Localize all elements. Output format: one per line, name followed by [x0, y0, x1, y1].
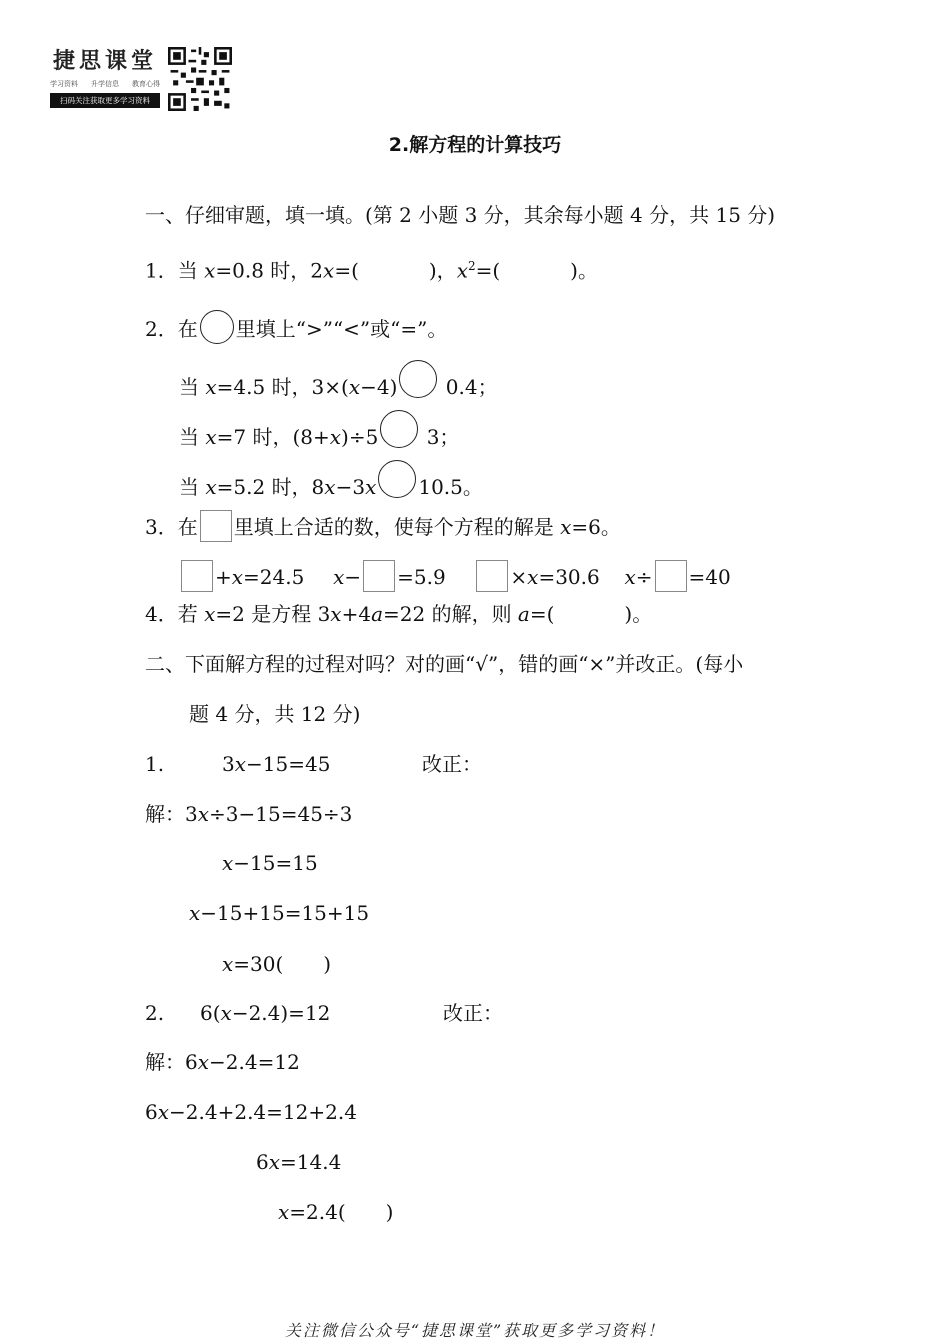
var: x: [348, 375, 361, 399]
compare-circle[interactable]: [378, 460, 416, 498]
problem-1-step-1: [145, 801, 352, 827]
text: 当: [179, 375, 206, 399]
problem-2-equation: [200, 1000, 330, 1026]
text: =2.4(: [289, 1200, 346, 1224]
text: =5.9: [397, 565, 446, 589]
text: −: [344, 565, 362, 589]
text: 3: [222, 752, 235, 776]
question-2-line-3: [179, 460, 483, 500]
text: +: [215, 565, 232, 589]
logo-tag: 学习资料: [50, 80, 78, 88]
var: x: [222, 851, 234, 875]
text: 1．当: [145, 258, 205, 283]
text: −15+15=15+15: [200, 901, 370, 925]
var: x: [205, 475, 217, 499]
answer-box[interactable]: [476, 560, 508, 592]
var: x: [231, 565, 244, 589]
text: 2．在: [145, 317, 198, 341]
text: −2.4=12: [209, 1050, 300, 1074]
var: x: [268, 1150, 281, 1174]
var: x: [333, 565, 345, 589]
section2-heading-line-1: 二、下面解方程的过程对吗？对的画“√”，错的画“×”并改正。(每小: [145, 652, 744, 676]
brand-logo: [50, 44, 160, 108]
text: 6: [145, 1100, 158, 1124]
page-title: 2.解方程的计算技巧: [388, 134, 562, 156]
problem-1-step-3: [189, 900, 369, 926]
problem-2-step-4: [278, 1199, 393, 1225]
var: x: [189, 901, 201, 925]
problem-1-equation: [222, 751, 330, 777]
compare-circle[interactable]: [380, 410, 418, 448]
text: −15=15: [233, 851, 318, 875]
logo-tags: [50, 79, 160, 89]
text: =2 是方程 3: [215, 602, 331, 626]
text: )，: [428, 258, 457, 283]
var: x: [278, 1200, 290, 1224]
text: −4): [360, 375, 398, 399]
answer-box[interactable]: [181, 560, 213, 592]
text: −15=45: [246, 752, 331, 776]
var: x: [234, 752, 247, 776]
text: =7 时，(8+: [216, 425, 330, 449]
problem-2-number: 2.: [145, 1001, 165, 1025]
qr-code-icon: [168, 47, 232, 111]
problem-2-step-3: [256, 1149, 341, 1175]
text: 里填上“>”“<”或“=”。: [235, 317, 448, 341]
var: x: [197, 802, 210, 826]
box-placeholder: [200, 510, 232, 542]
footer-note: 关注微信公众号“捷思课堂”获取更多学习资料！: [284, 1321, 666, 1340]
text: =40: [688, 565, 731, 589]
var: x: [204, 258, 216, 283]
var: x: [456, 258, 468, 283]
text: 解：3: [145, 802, 198, 826]
question-2-intro: [145, 310, 447, 344]
var: x: [527, 565, 539, 589]
text: ÷: [635, 565, 653, 589]
question-1: [145, 253, 598, 284]
text: )。: [570, 258, 598, 283]
logo-title: 捷思课堂: [52, 48, 157, 74]
circle-placeholder: [200, 310, 234, 344]
text: =30(: [233, 952, 284, 976]
var: x: [197, 1050, 210, 1074]
text: =6。: [571, 515, 621, 539]
var: x: [323, 258, 335, 283]
var: x: [365, 475, 377, 499]
var: a: [371, 602, 383, 626]
text: =24.5: [243, 565, 305, 589]
question-4: [145, 601, 652, 627]
var: x: [205, 425, 217, 449]
question-2-line-2: [179, 410, 459, 450]
text: =0.8 时，2: [215, 258, 324, 283]
text: 6(: [200, 1001, 221, 1025]
problem-2-step-2: [145, 1099, 357, 1125]
text: ): [323, 952, 332, 976]
logo-bar: 扫码关注获取更多学习资料: [50, 93, 160, 108]
section2-heading-line-2: 题 4 分，共 12 分): [189, 702, 361, 726]
var: x: [324, 475, 336, 499]
text: ÷3−15=45÷3: [209, 802, 353, 826]
text: =(: [529, 602, 555, 626]
text: 3．在: [145, 515, 198, 539]
problem-1-step-4: [222, 951, 331, 977]
exponent: 2: [467, 259, 476, 273]
var: x: [204, 602, 216, 626]
problem-2-correction-label: 改正：: [443, 1001, 503, 1025]
problem-1-correction-label: 改正：: [422, 752, 482, 776]
problem-1-step-2: [222, 850, 318, 876]
logo-tag: 升学信息: [91, 80, 119, 88]
text: 3；: [420, 425, 460, 449]
question-3-intro: [145, 510, 621, 542]
text: 解：6: [145, 1050, 198, 1074]
text: −3: [335, 475, 366, 499]
var: x: [560, 515, 572, 539]
text: =14.4: [280, 1150, 342, 1174]
text: =5.2 时，8: [216, 475, 325, 499]
text: )。: [624, 602, 653, 626]
text: 当: [179, 425, 206, 449]
logo-tag: 教育心得: [132, 80, 160, 88]
var: x: [624, 565, 636, 589]
var: x: [157, 1100, 170, 1124]
section1-heading: 一、仔细审题，填一填。(第 2 小题 3 分，其余每小题 4 分，共 15 分): [145, 203, 776, 227]
text: ): [385, 1200, 394, 1224]
question-3-equations: [179, 560, 731, 592]
text: ×: [510, 565, 528, 589]
var: x: [329, 425, 342, 449]
text: =(: [475, 258, 501, 283]
problem-1-number: 1.: [145, 752, 165, 776]
text: =22 的解，则: [383, 602, 518, 626]
text: =(: [334, 258, 359, 283]
text: 里填上合适的数，使每个方程的解是: [233, 515, 561, 539]
text: 4．若: [145, 602, 205, 626]
text: +4: [341, 602, 372, 626]
problem-2-step-1: [145, 1049, 300, 1075]
text: −2.4)=12: [231, 1001, 331, 1025]
text: −2.4+2.4=12+2.4: [169, 1100, 357, 1124]
answer-box[interactable]: [655, 560, 687, 592]
question-2-line-1: [179, 360, 498, 400]
text: 6: [256, 1150, 269, 1174]
var: x: [222, 952, 234, 976]
var: x: [205, 375, 217, 399]
text: 当: [179, 475, 206, 499]
var: x: [330, 602, 342, 626]
var: x: [220, 1001, 232, 1025]
text: =4.5 时，3×(: [216, 375, 349, 399]
text: )÷5: [341, 425, 379, 449]
text: 10.5。: [418, 475, 483, 499]
var: a: [517, 602, 530, 626]
compare-circle[interactable]: [399, 360, 437, 398]
text: =30.6: [538, 565, 600, 589]
answer-box[interactable]: [363, 560, 395, 592]
text: 0.4；: [439, 375, 498, 399]
